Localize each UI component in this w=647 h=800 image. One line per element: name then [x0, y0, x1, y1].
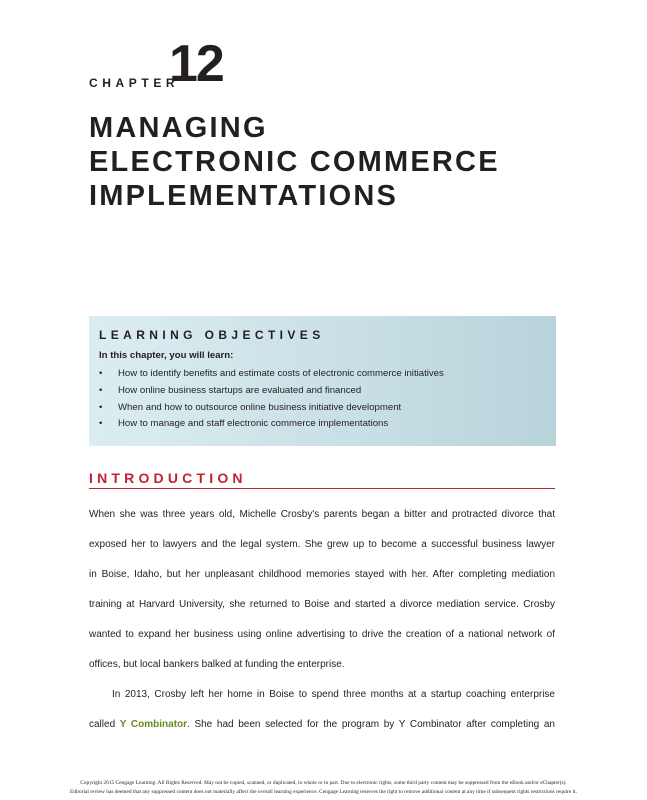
- learning-objective-text: How online business startups are evaluated and financed: [118, 384, 362, 396]
- learning-objectives-intro: In this chapter, you will learn:: [99, 350, 234, 361]
- copyright-line: Editorial review has deemed that any suppressed content does not materially affect the overall learning experience. Cengage Learning reserves the right to remove additional content at any time if subsequent rights restrictions require it.: [70, 789, 577, 795]
- chapter-number: 12: [169, 35, 223, 93]
- paragraph-line: When she was three years old, Michelle Crosby's parents began a bitter and protracted divorce that: [89, 509, 555, 520]
- paragraph-line: [89, 710, 555, 740]
- paragraph-line: In 2013, Crosby left her home in Boise to spend three months at a startup coaching enterprise: [112, 689, 555, 700]
- learning-objectives-heading: LEARNING OBJECTIVES: [99, 328, 325, 342]
- learning-objectives-list: [99, 366, 546, 433]
- introduction-body: [89, 500, 555, 740]
- learning-objective-text: When and how to outsource online business initiative development: [118, 401, 402, 413]
- learning-objective-item: [99, 366, 546, 383]
- chapter-title: [89, 111, 609, 213]
- paragraph-text: called: [89, 719, 120, 730]
- bullet-icon: •: [99, 368, 103, 379]
- learning-objective-item: [99, 400, 546, 417]
- paragraph-line: offices, but local bankers balked at funding the enterprise.: [89, 659, 345, 670]
- paragraph: [89, 680, 555, 740]
- y-combinator-link[interactable]: Y Combinator: [119, 719, 188, 730]
- introduction-heading: INTRODUCTION: [89, 470, 247, 486]
- paragraph-line: wanted to expand her business using online advertising to drive the creation of a national network of: [89, 629, 555, 640]
- paragraph-text: . She had been selected for the program by Y Combinator after completing an: [187, 719, 555, 730]
- paragraph-line: in Boise, Idaho, but her unpleasant childhood memories stayed with her. After completing mediation: [89, 569, 555, 580]
- chapter-title-line: IMPLEMENTATIONS: [89, 180, 399, 212]
- learning-objective-text: How to identify benefits and estimate costs of electronic commerce initiatives: [118, 368, 444, 379]
- chapter-title-line: ELECTRONIC COMMERCE: [89, 146, 500, 178]
- learning-objective-item: [99, 383, 546, 400]
- learning-objective-item: [99, 416, 546, 433]
- copyright-notice: [0, 779, 647, 797]
- learning-objectives-box: [89, 316, 556, 446]
- bullet-icon: •: [99, 418, 103, 430]
- paragraph-line: exposed her to lawyers and the legal system. She grew up to become a successful business lawyer: [89, 539, 555, 550]
- bullet-icon: •: [99, 401, 103, 413]
- learning-objective-text: How to manage and staff electronic commerce implementations: [118, 418, 389, 430]
- paragraph: [89, 500, 555, 680]
- chapter-word: CHAPTER: [89, 76, 180, 90]
- bullet-icon: •: [99, 384, 103, 396]
- chapter-title-line: MANAGING: [89, 112, 268, 144]
- introduction-divider: [89, 488, 555, 489]
- paragraph-line: training at Harvard University, she returned to Boise and started a divorce mediation service. Crosby: [89, 599, 555, 610]
- copyright-line: Copyright 2015 Cengage Learning. All Rights Reserved. May not be copied, scanned, or duplicated, in whole or in part. Due to electronic rights, some third party content may be suppressed from the eBook and/or eChapter(s).: [80, 780, 567, 786]
